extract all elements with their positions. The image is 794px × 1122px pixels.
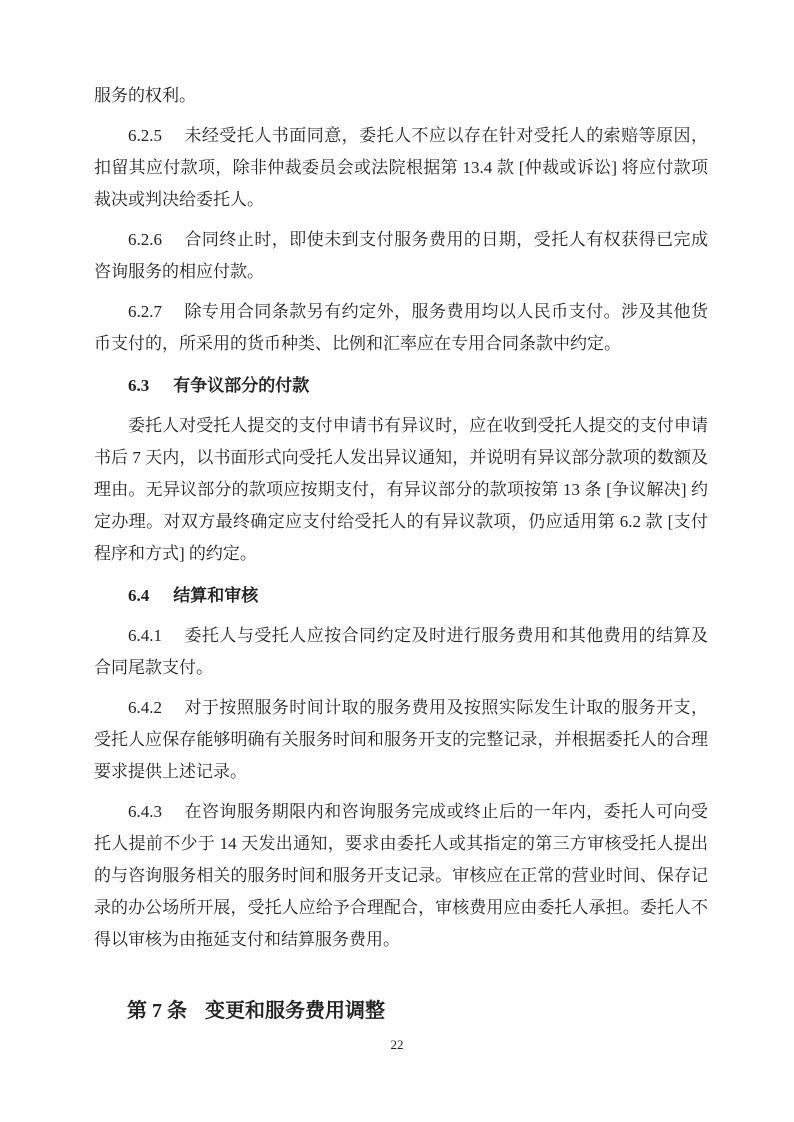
clause-6-2-7 (94, 296, 708, 360)
section-title: 有争议部分的付款 (173, 376, 310, 395)
clause-text: 除专用合同条款另有约定外，服务费用均以人民币支付。涉及其他货币支付的，所采用的货币种类、比例和汇率应在专用合同条款中约定。 (94, 302, 708, 353)
clause-number: 6.2.5 (128, 126, 162, 145)
clause-6-4-1 (94, 620, 708, 684)
clause-number: 6.4.2 (128, 698, 162, 717)
clause-6-2-5 (94, 120, 708, 216)
clause-6-4-3 (94, 796, 708, 956)
clause-number: 6.4.3 (128, 802, 162, 821)
section-number: 6.3 (128, 376, 150, 395)
clause-text: 在咨询服务期限内和咨询服务完成或终止后的一年内，委托人可向受托人提前不少于 14 天发出通知，要求由委托人或其指定的第三方审核受托人提出的与咨询服务相关的服务时间和服务开支记录。审核应在正常的营业时间、保存记录的办公场所开展，受托人应给予合理配合，审核费用应由委托人承担。委托人不得以审核为由拖延支付和结算服务费用。 (94, 802, 708, 949)
page-number: 22 (390, 1037, 404, 1052)
clause-text: 对于按照服务时间计取的服务费用及按照实际发生计取的服务开支，受托人应保存能够明确有关服务时间和服务开支的完整记录，并根据委托人的合理要求提供上述记录。 (94, 698, 708, 781)
section-heading-6-3 (94, 370, 708, 402)
clause-text: 合同终止时，即使未到支付服务费用的日期，受托人有权获得已完成咨询服务的相应付款。 (94, 230, 708, 281)
clause-6-4-2 (94, 692, 708, 788)
clause-number: 6.2.6 (128, 230, 162, 249)
clause-text: 未经受托人书面同意，委托人不应以存在针对受托人的索赔等原因，扣留其应付款项，除非仲裁委员会或法院根据第 13.4 款 [仲裁或诉讼] 将应付款项裁决或判决给委托人。 (94, 126, 708, 209)
paragraph-6-3-body: 委托人对受托人提交的支付申请书有异议时，应在收到受托人提交的支付申请书后 7 天内，以书面形式向受托人发出异议通知，并说明有异议部分款项的数额及理由。无异议部分的款项应按期支付，有异议部分的款项按第 13 条 [争议解决] 约定办理。对双方最终确定应支付给受托人的有异议款项，仍应适用第 6.2 款 [支付程序和方式] 的约定。 (94, 416, 708, 563)
clause-text: 委托人与受托人应按合同约定及时进行服务费用和其他费用的结算及合同尾款支付。 (94, 626, 708, 677)
page-body (94, 80, 708, 1028)
chapter-number: 第 7 条 (127, 1000, 187, 1022)
chapter-heading-7 (94, 994, 708, 1028)
paragraph-continuation: 服务的权利。 (94, 86, 196, 105)
section-heading-6-4 (94, 580, 708, 612)
clause-6-2-6 (94, 224, 708, 288)
clause-number: 6.4.1 (128, 626, 162, 645)
chapter-title: 变更和服务费用调整 (205, 1000, 385, 1022)
clause-number: 6.2.7 (128, 302, 162, 321)
section-number: 6.4 (128, 586, 150, 605)
section-title: 结算和审核 (173, 586, 259, 605)
